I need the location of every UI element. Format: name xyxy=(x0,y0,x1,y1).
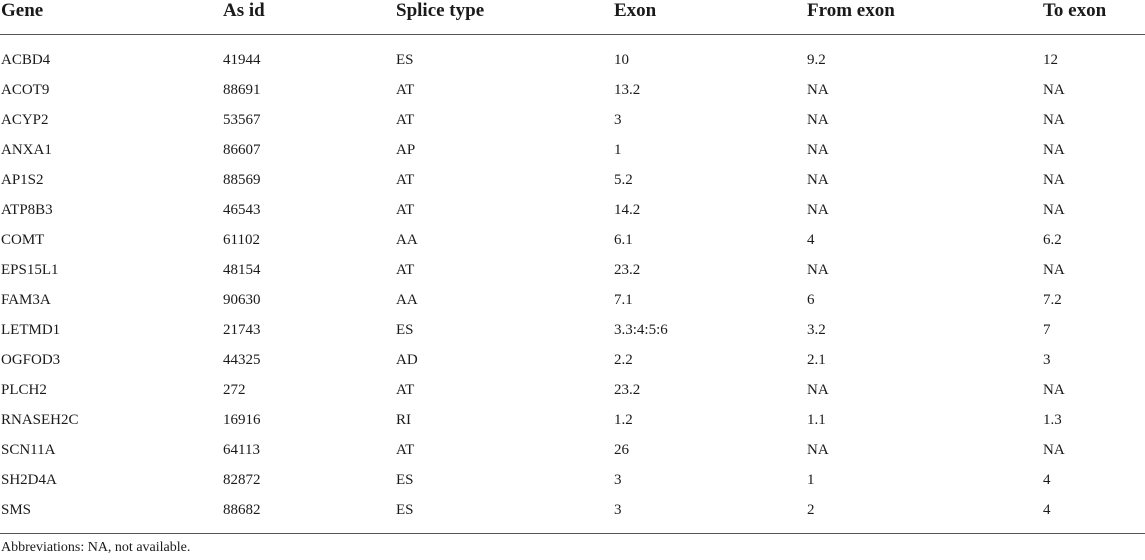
cell-to-exon: NA xyxy=(1042,375,1145,405)
cell-from-exon: NA xyxy=(806,435,1042,465)
cell-as-id: 88569 xyxy=(222,165,395,195)
table-row xyxy=(0,345,1145,375)
cell-splice-type: ES xyxy=(395,495,613,534)
cell-gene: SCN11A xyxy=(0,435,222,465)
cell-splice-type: AA xyxy=(395,285,613,315)
cell-splice-type: AT xyxy=(395,105,613,135)
table-header xyxy=(0,0,1145,35)
cell-from-exon: 9.2 xyxy=(806,35,1042,76)
cell-to-exon: 4 xyxy=(1042,495,1145,534)
cell-as-id: 48154 xyxy=(222,255,395,285)
cell-as-id: 90630 xyxy=(222,285,395,315)
cell-gene: COMT xyxy=(0,225,222,255)
cell-splice-type: ES xyxy=(395,465,613,495)
cell-from-exon: 4 xyxy=(806,225,1042,255)
header-row xyxy=(0,0,1145,35)
cell-as-id: 44325 xyxy=(222,345,395,375)
cell-from-exon: 2 xyxy=(806,495,1042,534)
cell-from-exon: NA xyxy=(806,165,1042,195)
cell-to-exon: NA xyxy=(1042,165,1145,195)
cell-as-id: 82872 xyxy=(222,465,395,495)
footnote: Abbreviations: NA, not available. xyxy=(0,534,1145,560)
table-row xyxy=(0,35,1145,76)
cell-to-exon: NA xyxy=(1042,435,1145,465)
header-to-exon: To exon xyxy=(1042,0,1145,35)
cell-exon: 1 xyxy=(613,135,806,165)
cell-as-id: 272 xyxy=(222,375,395,405)
table-row xyxy=(0,465,1145,495)
cell-to-exon: 4 xyxy=(1042,465,1145,495)
cell-to-exon: 12 xyxy=(1042,35,1145,76)
cell-from-exon: NA xyxy=(806,195,1042,225)
cell-splice-type: AT xyxy=(395,255,613,285)
cell-from-exon: 1.1 xyxy=(806,405,1042,435)
cell-from-exon: NA xyxy=(806,375,1042,405)
cell-exon: 3 xyxy=(613,495,806,534)
cell-to-exon: NA xyxy=(1042,135,1145,165)
cell-from-exon: NA xyxy=(806,255,1042,285)
cell-to-exon: 7.2 xyxy=(1042,285,1145,315)
cell-gene: SMS xyxy=(0,495,222,534)
cell-from-exon: 6 xyxy=(806,285,1042,315)
cell-exon: 3 xyxy=(613,465,806,495)
cell-exon: 2.2 xyxy=(613,345,806,375)
cell-exon: 14.2 xyxy=(613,195,806,225)
header-from-exon: From exon xyxy=(806,0,1042,35)
cell-exon: 3 xyxy=(613,105,806,135)
table-row xyxy=(0,135,1145,165)
cell-as-id: 53567 xyxy=(222,105,395,135)
cell-exon: 3.3:4:5:6 xyxy=(613,315,806,345)
cell-as-id: 21743 xyxy=(222,315,395,345)
cell-splice-type: AD xyxy=(395,345,613,375)
cell-gene: OGFOD3 xyxy=(0,345,222,375)
header-as-id: As id xyxy=(222,0,395,35)
cell-gene: LETMD1 xyxy=(0,315,222,345)
footnote-row xyxy=(0,534,1145,560)
cell-from-exon: 1 xyxy=(806,465,1042,495)
cell-exon: 23.2 xyxy=(613,375,806,405)
cell-exon: 13.2 xyxy=(613,75,806,105)
cell-exon: 23.2 xyxy=(613,255,806,285)
table-footer xyxy=(0,534,1145,560)
cell-splice-type: ES xyxy=(395,315,613,345)
table-row xyxy=(0,405,1145,435)
cell-to-exon: NA xyxy=(1042,195,1145,225)
cell-to-exon: 6.2 xyxy=(1042,225,1145,255)
cell-gene: AP1S2 xyxy=(0,165,222,195)
cell-from-exon: NA xyxy=(806,105,1042,135)
table-row xyxy=(0,285,1145,315)
header-splice-type: Splice type xyxy=(395,0,613,35)
cell-as-id: 61102 xyxy=(222,225,395,255)
cell-from-exon: NA xyxy=(806,135,1042,165)
header-exon: Exon xyxy=(613,0,806,35)
table-row xyxy=(0,495,1145,534)
cell-gene: RNASEH2C xyxy=(0,405,222,435)
cell-gene: PLCH2 xyxy=(0,375,222,405)
cell-as-id: 64113 xyxy=(222,435,395,465)
table-row xyxy=(0,195,1145,225)
table-row xyxy=(0,105,1145,135)
table-row xyxy=(0,225,1145,255)
cell-as-id: 88682 xyxy=(222,495,395,534)
cell-exon: 5.2 xyxy=(613,165,806,195)
cell-to-exon: 7 xyxy=(1042,315,1145,345)
cell-gene: ANXA1 xyxy=(0,135,222,165)
cell-to-exon: NA xyxy=(1042,255,1145,285)
cell-from-exon: 2.1 xyxy=(806,345,1042,375)
cell-splice-type: AT xyxy=(395,375,613,405)
cell-splice-type: AP xyxy=(395,135,613,165)
cell-gene: ACBD4 xyxy=(0,35,222,76)
cell-gene: FAM3A xyxy=(0,285,222,315)
cell-splice-type: ES xyxy=(395,35,613,76)
cell-gene: ACYP2 xyxy=(0,105,222,135)
table-row xyxy=(0,255,1145,285)
cell-as-id: 46543 xyxy=(222,195,395,225)
cell-to-exon: 3 xyxy=(1042,345,1145,375)
cell-splice-type: AT xyxy=(395,75,613,105)
cell-exon: 7.1 xyxy=(613,285,806,315)
cell-exon: 1.2 xyxy=(613,405,806,435)
cell-from-exon: NA xyxy=(806,75,1042,105)
header-gene: Gene xyxy=(0,0,222,35)
cell-as-id: 88691 xyxy=(222,75,395,105)
cell-to-exon: NA xyxy=(1042,105,1145,135)
cell-exon: 26 xyxy=(613,435,806,465)
cell-to-exon: 1.3 xyxy=(1042,405,1145,435)
cell-splice-type: AT xyxy=(395,435,613,465)
cell-gene: ACOT9 xyxy=(0,75,222,105)
table-body xyxy=(0,35,1145,534)
cell-splice-type: AT xyxy=(395,165,613,195)
cell-gene: EPS15L1 xyxy=(0,255,222,285)
cell-splice-type: AA xyxy=(395,225,613,255)
table-row xyxy=(0,375,1145,405)
cell-from-exon: 3.2 xyxy=(806,315,1042,345)
cell-as-id: 86607 xyxy=(222,135,395,165)
cell-to-exon: NA xyxy=(1042,75,1145,105)
cell-gene: SH2D4A xyxy=(0,465,222,495)
table-row xyxy=(0,315,1145,345)
table-row xyxy=(0,75,1145,105)
cell-exon: 6.1 xyxy=(613,225,806,255)
cell-as-id: 16916 xyxy=(222,405,395,435)
table-row xyxy=(0,435,1145,465)
cell-splice-type: AT xyxy=(395,195,613,225)
cell-splice-type: RI xyxy=(395,405,613,435)
cell-exon: 10 xyxy=(613,35,806,76)
cell-as-id: 41944 xyxy=(222,35,395,76)
table-row xyxy=(0,165,1145,195)
cell-gene: ATP8B3 xyxy=(0,195,222,225)
